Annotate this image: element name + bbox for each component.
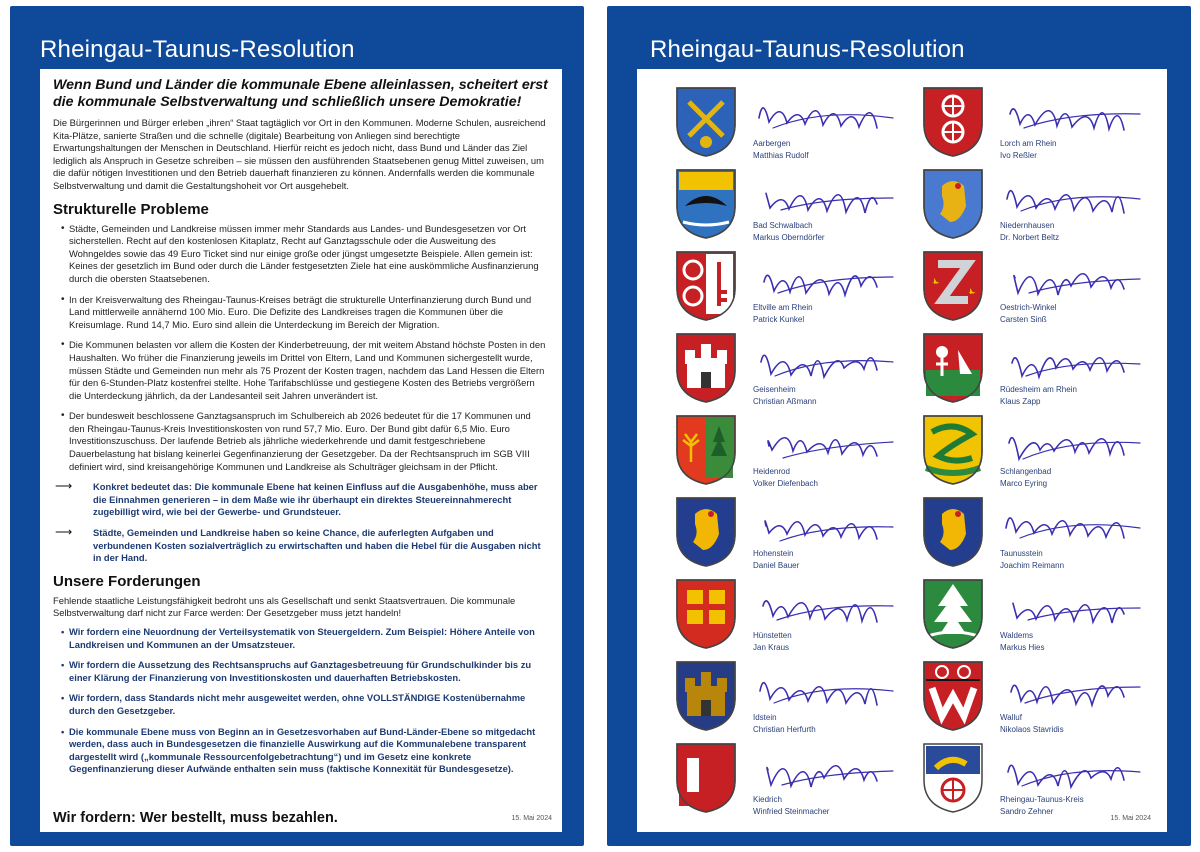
section-heading-demands: Unsere Forderungen bbox=[53, 572, 201, 590]
coat-of-arms-icon bbox=[920, 166, 986, 240]
handwritten-signature bbox=[1000, 662, 1150, 710]
signatory-block bbox=[673, 166, 913, 250]
signatory-place: Schlangenbad bbox=[1000, 467, 1052, 476]
list-item: • Wir fordern die Aussetzung des Rechtsanspruchs auf Ganztagesbetreuung für Grundschulkinder bis zu einer Klärung der Finanzierung von Investitionskosten und dauerhaften Betriebskosten. bbox=[61, 659, 548, 684]
arrow-right-icon: ⟶ bbox=[55, 479, 73, 494]
conclusion-point bbox=[53, 527, 548, 565]
signatory-name: Winfried Steinmacher bbox=[753, 807, 830, 816]
signatory-block bbox=[920, 412, 1160, 496]
signatory-place: Lorch am Rhein bbox=[1000, 139, 1057, 148]
signatory-block bbox=[673, 576, 913, 660]
signatory-place: Hohenstein bbox=[753, 549, 794, 558]
list-item: • Wir fordern, dass Standards nicht mehr ausgeweitet werden, ohne VOLLSTÄNDIGE Kostenübernahme durch den Gesetzgeber. bbox=[61, 692, 548, 717]
coat-of-arms-icon bbox=[673, 576, 739, 650]
coat-of-arms-icon bbox=[920, 412, 986, 486]
list-item: • In der Kreisverwaltung des Rheingau-Taunus-Kreises beträgt die strukturelle Unterfinanzierung durch Bund und Land mittlerweile annähernd 100 Mio. Euro. Die Defizite des Landkreises tragen die Kommunen über die Kreisumlage. Rund 14,7 Mio. Euro sind allein die Unterdeckung im Bereich der Migration. bbox=[61, 294, 548, 332]
signatory-place: Oestrich-Winkel bbox=[1000, 303, 1057, 312]
arrow-right-icon: ⟶ bbox=[55, 525, 73, 540]
signature-sheet bbox=[637, 69, 1167, 832]
handwritten-signature bbox=[753, 744, 903, 792]
handwritten-signature bbox=[1000, 170, 1150, 218]
signatory-block bbox=[673, 658, 913, 742]
headline: Wenn Bund und Länder die kommunale Ebene alleinlassen, scheitert erst die kommunale Selbstverwaltung und schließlich unsere Demokratie! bbox=[53, 77, 548, 110]
handwritten-signature bbox=[1000, 744, 1150, 792]
signatory-name: Nikolaos Stavridis bbox=[1000, 725, 1064, 734]
coat-of-arms-icon bbox=[673, 494, 739, 568]
signatory-name: Joachim Reimann bbox=[1000, 561, 1065, 570]
demands-intro: Fehlende staatliche Leistungsfähigkeit bedroht uns als Gesellschaft und senkt Staatsvertrauen. Die kommunale Selbstverwaltung darf nicht zur Farce werden: Der Gesetzgeber muss jetzt handeln! bbox=[53, 594, 516, 619]
resolution-text-page bbox=[10, 6, 584, 846]
handwritten-signature bbox=[753, 662, 903, 710]
coat-of-arms-icon bbox=[673, 166, 739, 240]
signatory-block bbox=[920, 494, 1160, 578]
signatory-block bbox=[920, 248, 1160, 332]
signatory-place: Rüdesheim am Rhein bbox=[1000, 385, 1077, 394]
handwritten-signature bbox=[753, 580, 903, 628]
handwritten-signature bbox=[753, 252, 903, 300]
signatory-name: Ivo Reßler bbox=[1000, 151, 1037, 160]
conclusion-text: Städte, Gemeinden und Landkreise haben so keine Chance, die auferlegten Aufgaben und verbundenen Kosten sozialverträglich zu erwirtschaften und haben die Hebel für die Ausgaben nicht in der Hand. bbox=[93, 527, 541, 564]
signatory-name: Volker Diefenbach bbox=[753, 479, 818, 488]
signatory-place: Idstein bbox=[753, 713, 777, 722]
signatory-name: Klaus Zapp bbox=[1000, 397, 1041, 406]
signatory-name: Matthias Rudolf bbox=[753, 151, 809, 160]
signatory-block bbox=[920, 84, 1160, 168]
signatory-place: Waldems bbox=[1000, 631, 1034, 640]
coat-of-arms-icon bbox=[920, 330, 986, 404]
coat-of-arms-icon bbox=[920, 84, 986, 158]
text-sheet bbox=[40, 69, 562, 832]
handwritten-signature bbox=[1000, 498, 1150, 546]
signatures-page bbox=[607, 6, 1191, 846]
intro-paragraph: Die Bürgerinnen und Bürger erleben „ihren“ Staat tagtäglich vor Ort in den Kommunen. Moderne Schulen, ausreichend Kita-Plätze, sanierte Straßen und die schnelle (digitale) Bearbeitung von Anliegen sind berechtigte Erwartungshaltungen der Menschen in Deutschland. Hierfür reicht es jedoch nicht, dass Bund und Länder das Ziel lediglich als Anspruch in Gesetze schreiben – sie müssen den ausführenden Staatsebenen genug Mittel zuweisen, um die dafür nötigen Investitionen und den Betrieb dauerhaft finanzieren zu können. Andernfalls werden die kommunale Selbstverwaltung und damit die Gestaltungshoheit vor Ort ausgehebelt. bbox=[53, 117, 546, 191]
coat-of-arms-icon bbox=[920, 494, 986, 568]
list-item: • Der bundesweit beschlossene Ganztagsanspruch im Schulbereich ab 2026 bedeutet für die 17 Kommunen und den Rheingau-Taunus-Kreis Investitionskosten von rund 57,7 Mio. Euro. Der Bund gibt dafür 6,5 Mio. Euro Investitionszuschuss. Der laufende Betrieb als jährliche wiederkehrende und damit festgeschriebene Dauerbelastung hat bislang keinerlei Gegenfinanzierung der Gesetzgeber. Da der Rechtsanspruch im SGB VIII definiert wird, sind kreisangehörige Kommunen und Landkreise als Schulträger gleichsam in der Pflicht. bbox=[61, 410, 548, 473]
signatory-block bbox=[673, 412, 913, 496]
problems-list bbox=[53, 223, 548, 474]
signatory-block bbox=[673, 330, 913, 414]
signatory-block bbox=[920, 658, 1160, 742]
signatory-place: Bad Schwalbach bbox=[753, 221, 813, 230]
handwritten-signature bbox=[1000, 334, 1150, 382]
signatory-place: Hünstetten bbox=[753, 631, 792, 640]
coat-of-arms-icon bbox=[673, 658, 739, 732]
signatory-name: Patrick Kunkel bbox=[753, 315, 805, 324]
handwritten-signature bbox=[1000, 252, 1150, 300]
signatory-name: Dr. Norbert Beltz bbox=[1000, 233, 1060, 242]
signatory-block bbox=[673, 494, 913, 578]
signatory-block bbox=[920, 330, 1160, 414]
date-label: 15. Mai 2024 bbox=[1110, 815, 1151, 822]
handwritten-signature bbox=[1000, 416, 1150, 464]
signatory-block bbox=[673, 84, 913, 168]
signatory-place: Taunusstein bbox=[1000, 549, 1043, 558]
page-title: Rheingau-Taunus-Resolution bbox=[40, 36, 355, 63]
signatory-block bbox=[920, 740, 1160, 824]
signatory-block bbox=[673, 248, 913, 332]
list-item: • Wir fordern eine Neuordnung der Verteilsystematik von Steuergeldern. Zum Beispiel: Höhere Anteile von Landkreisen und Kommunen an der Umsatzsteuer. bbox=[61, 626, 548, 651]
signatory-place: Rheingau-Taunus-Kreis bbox=[1000, 795, 1084, 804]
signatory-name: Sandro Zehner bbox=[1000, 807, 1054, 816]
list-item: • Städte, Gemeinden und Landkreise müssen immer mehr Standards aus Landes- und Bundesgesetzen vor Ort sicherstellen. Recht auf den kostenlosen Kitaplatz, Recht auf Ganztagsschule oder die Ausweitung des Wohngeldes sowie das 49 Euro Ticket sind nur einige große oder jüngst umgesetzte Beispiele. Allen gemein ist: Keines der gesetzlich im Bund oder durch die Länder festgesetzten Ziele hat eine auskömmliche Ausfinanzierung durch die obersten Staatsebenen. bbox=[61, 223, 548, 286]
coat-of-arms-icon bbox=[920, 248, 986, 322]
coat-of-arms-icon bbox=[673, 330, 739, 404]
signatory-name: Daniel Bauer bbox=[753, 561, 800, 570]
final-demand: Wir fordern: Wer bestellt, muss bezahlen. bbox=[53, 810, 338, 826]
signatory-name: Carsten Sinß bbox=[1000, 315, 1047, 324]
conclusion-text: Konkret bedeutet das: Die kommunale Ebene hat keinen Einfluss auf die Ausgabenhöhe, muss aber die Einnahmen generieren – in dem Maße wie ihr überhaupt ein direktes Steuereinnahmerecht zugebilligt wird, wie bei der Gewerbe- und Grundsteuer. bbox=[93, 481, 538, 518]
handwritten-signature bbox=[753, 88, 903, 136]
signatory-place: Heidenrod bbox=[753, 467, 790, 476]
conclusion-point bbox=[53, 481, 548, 519]
coat-of-arms-icon bbox=[673, 740, 739, 814]
signatory-name: Markus Oberndörfer bbox=[753, 233, 825, 242]
handwritten-signature bbox=[753, 416, 903, 464]
page-title: Rheingau-Taunus-Resolution bbox=[650, 36, 965, 63]
signatory-name: Christian Aßmann bbox=[753, 397, 817, 406]
signatory-place: Eltville am Rhein bbox=[753, 303, 813, 312]
handwritten-signature bbox=[753, 498, 903, 546]
signatory-block bbox=[920, 576, 1160, 660]
signatory-name: Markus Hies bbox=[1000, 643, 1045, 652]
signatory-place: Kiedrich bbox=[753, 795, 782, 804]
date-label: 15. Mai 2024 bbox=[511, 815, 552, 822]
handwritten-signature bbox=[1000, 88, 1150, 136]
coat-of-arms-icon bbox=[673, 412, 739, 486]
demands-list bbox=[53, 626, 548, 776]
list-item: • Die Kommunen belasten vor allem die Kosten der Kinderbetreuung, der mit weitem Abstand höchste Posten in den Haushalten. Wo früher die Finanzierung jeweils im Drittel von Eltern, Land und Kommunen sichergestellt wurde, müssen Städte und Gemeinden nun mehr als 75 Prozent der Kosten tragen, nachdem das Land Hessen die Eltern für den 6-Stunden-Platz kostenfrei stellte. Hohe Tarifabschlüsse und gestiegene Kosten des Betriebs vergrößern die Unterdeckung jährlich, da der Landesanteil seit Jahren unverändert ist. bbox=[61, 339, 548, 402]
handwritten-signature bbox=[753, 170, 903, 218]
handwritten-signature bbox=[753, 334, 903, 382]
section-heading-problems: Strukturelle Probleme bbox=[53, 200, 209, 218]
signatory-name: Christian Herfurth bbox=[753, 725, 816, 734]
signatory-block bbox=[920, 166, 1160, 250]
list-item: • Die kommunale Ebene muss von Beginn an in Gesetzesvorhaben auf Bund-Länder-Ebene so mitgedacht werden, dass auch in Bundesgesetzen die finanzielle Auswirkung auf die Kommunalebene transparent dargestellt wird („kommunale Ressourcenfolgebetrachtung“) und im Gesetz eine konkrete Gegenfinanzierung dieser Aufwände enthalten sein muss (faktische Konnexität für Bundesgesetze). bbox=[61, 726, 548, 776]
coat-of-arms-icon bbox=[920, 576, 986, 650]
coat-of-arms-icon bbox=[673, 248, 739, 322]
signatory-name: Marco Eyring bbox=[1000, 479, 1048, 488]
coat-of-arms-icon bbox=[920, 740, 986, 814]
coat-of-arms-icon bbox=[920, 658, 986, 732]
signatory-name: Jan Kraus bbox=[753, 643, 790, 652]
signatory-block bbox=[673, 740, 913, 824]
handwritten-signature bbox=[1000, 580, 1150, 628]
coat-of-arms-icon bbox=[673, 84, 739, 158]
signatory-place: Walluf bbox=[1000, 713, 1022, 722]
signatory-place: Geisenheim bbox=[753, 385, 796, 394]
signatory-place: Niedernhausen bbox=[1000, 221, 1055, 230]
signatory-place: Aarbergen bbox=[753, 139, 791, 148]
